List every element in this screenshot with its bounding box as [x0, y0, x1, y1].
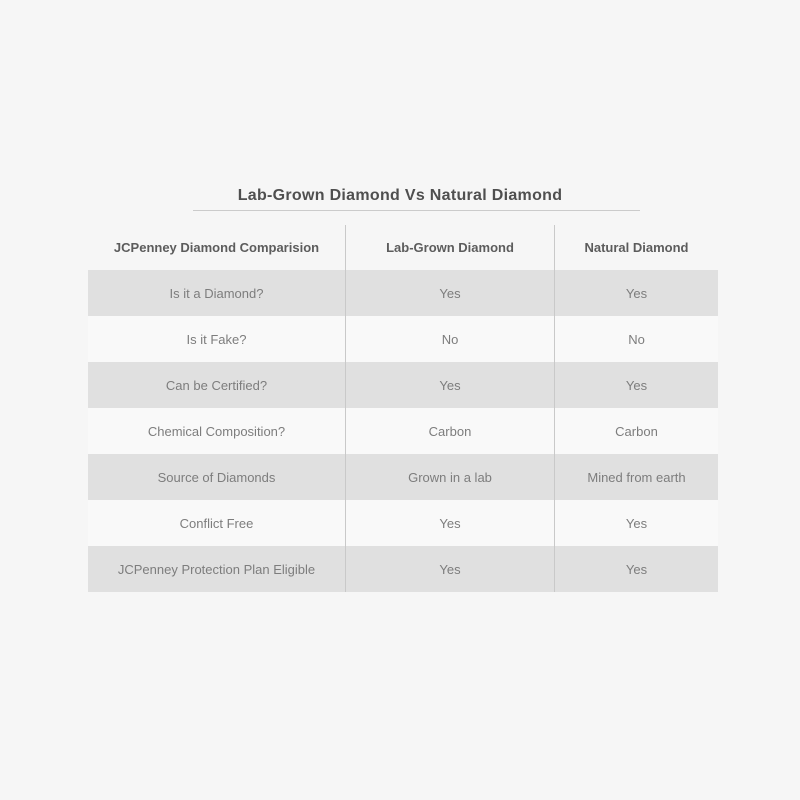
lab-grown-cell: Carbon: [345, 408, 555, 454]
comparison-table: [88, 225, 718, 592]
header-comparison-column: JCPenney Diamond Comparision: [113, 240, 320, 255]
table-row: [88, 546, 718, 592]
table-row: [88, 500, 718, 546]
table-header-row: [88, 225, 718, 270]
natural-cell: Yes: [625, 285, 648, 301]
lab-grown-cell: Grown in a lab: [345, 454, 555, 500]
feature-cell: Is it a Diamond?: [169, 285, 264, 301]
natural-cell: No: [628, 331, 645, 347]
natural-cell: Yes: [625, 561, 648, 577]
lab-grown-cell: Yes: [345, 362, 555, 408]
natural-cell: Carbon: [615, 423, 658, 439]
table-row: [88, 362, 718, 408]
header-lab-grown-column: Lab-Grown Diamond: [345, 225, 555, 270]
feature-cell: Can be Certified?: [165, 377, 268, 393]
lab-grown-cell: Yes: [345, 546, 555, 592]
lab-grown-cell: No: [345, 316, 555, 362]
feature-cell: Chemical Composition?: [147, 423, 286, 439]
feature-cell: Source of Diamonds: [157, 469, 276, 485]
natural-cell: Mined from earth: [587, 469, 686, 485]
natural-cell: Yes: [625, 377, 648, 393]
table-row: [88, 316, 718, 362]
feature-cell: JCPenney Protection Plan Eligible: [117, 561, 316, 577]
title-divider: [193, 210, 640, 211]
feature-cell: Conflict Free: [179, 515, 254, 531]
page-title: Lab-Grown Diamond Vs Natural Diamond: [237, 187, 563, 204]
table-row: [88, 270, 718, 316]
natural-cell: Yes: [625, 515, 648, 531]
table-row: [88, 408, 718, 454]
feature-cell: Is it Fake?: [186, 331, 247, 347]
table-row: [88, 454, 718, 500]
lab-grown-cell: Yes: [345, 500, 555, 546]
lab-grown-cell: Yes: [345, 270, 555, 316]
header-natural-column: Natural Diamond: [584, 240, 689, 255]
